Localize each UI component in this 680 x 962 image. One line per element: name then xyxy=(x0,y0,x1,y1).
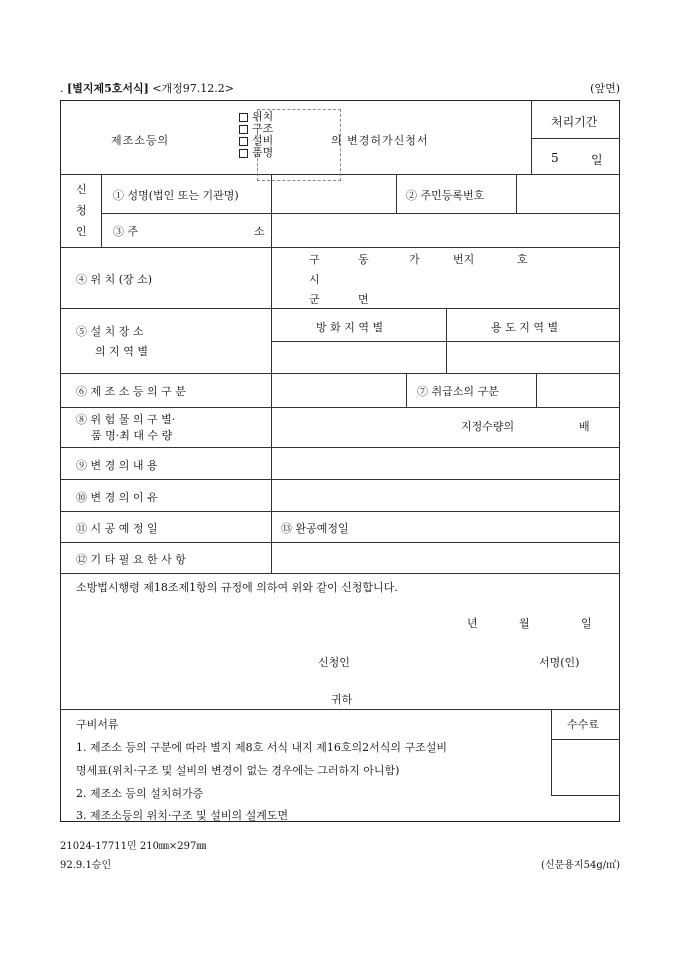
option-equipment[interactable]: 설비 xyxy=(239,135,273,147)
applicant-sign-label: 신청인 xyxy=(318,656,350,669)
checkbox-icon xyxy=(239,125,248,134)
dashed-frame xyxy=(257,109,341,181)
row-hazard-2: 품 명·최 대 수 량 xyxy=(91,429,173,442)
checkbox-icon xyxy=(239,137,248,146)
option-item[interactable]: 품명 xyxy=(239,147,273,159)
option-structure[interactable]: 구조 xyxy=(239,123,273,135)
footer-approval: 92.9.1승인 xyxy=(60,860,112,871)
document-item-2: 2. 제조소 등의 설치허가증 xyxy=(76,787,204,800)
document-item-1a: 1. 제조소 등의 구분에 따라 별지 제8호 서식 내지 제16호의2서식의 구조설비 xyxy=(76,741,447,754)
form-number: [별지제5호서식] xyxy=(67,82,149,95)
address-label-1: ③ 주 xyxy=(113,225,139,238)
row-facility-type: ⑥ 제 조 소 등 의 구 분 xyxy=(76,385,186,398)
location-bunji: 번지 xyxy=(453,253,475,266)
row-hazard-1: ⑧ 위 험 물 의 구 별· xyxy=(76,413,176,426)
row-handling-type: ⑦ 취급소의 구분 xyxy=(417,385,499,398)
install-label-2: 의 지 역 별 xyxy=(95,345,148,358)
footer-code: 21024-17711민 210㎜×297㎜ xyxy=(60,841,207,852)
location-ga: 가 xyxy=(409,253,420,266)
addressee: 귀하 xyxy=(331,693,353,706)
declaration-text: 소방법시행령 제18조제1항의 규정에 의하여 위와 같이 신청합니다. xyxy=(76,581,398,594)
date-day: 일 xyxy=(581,617,592,630)
address-label-2: 소 xyxy=(254,225,265,238)
title-suffix: 의 변경허가신청서 xyxy=(331,134,429,147)
quantity-label: 지정수량의 xyxy=(461,420,515,433)
fee-label: 수수료 xyxy=(567,718,599,731)
checkbox-icon xyxy=(239,113,248,122)
row-change-content: ⑨ 변 경 의 내 용 xyxy=(76,459,158,472)
quantity-unit: 배 xyxy=(579,420,590,433)
documents-title: 구비서류 xyxy=(76,718,119,731)
period-value: 5 xyxy=(551,151,559,165)
checkbox-icon xyxy=(239,149,248,158)
location-myeon: 면 xyxy=(358,293,369,306)
applicant-label-1: 신 xyxy=(76,183,87,196)
signature-label: 서명(인) xyxy=(539,656,580,669)
applicant-label-3: 인 xyxy=(76,225,87,238)
fire-zone-header: 방 화 지 역 별 xyxy=(316,321,384,334)
date-month: 월 xyxy=(519,617,530,630)
location-label: ④ 위 치 (장 소) xyxy=(76,273,153,286)
use-zone-header: 용 도 지 역 별 xyxy=(491,321,559,334)
location-gun: 군 xyxy=(309,293,320,306)
form-prefix: . xyxy=(60,82,64,95)
form-revision: <개정97.12.2> xyxy=(152,82,234,95)
location-dong: 동 xyxy=(358,253,369,266)
install-label-1: ⑤ 설 치 장 소 xyxy=(76,325,144,338)
row-other: ⑫ 기 타 필 요 한 사 항 xyxy=(76,553,186,566)
row-completion-date: ⑬ 완공예정일 xyxy=(281,522,349,535)
application-form xyxy=(60,100,620,822)
row-change-reason: ⑩ 변 경 의 이 유 xyxy=(76,491,158,504)
document-item-3: 3. 제조소등의 위치·구조 및 설비의 설계도면 xyxy=(76,809,289,822)
date-year: 년 xyxy=(467,617,478,630)
applicant-label-2: 청 xyxy=(76,204,87,217)
row-construction-date: ⑪ 시 공 예 정 일 xyxy=(76,522,158,535)
period-unit: 일 xyxy=(591,153,603,167)
option-location[interactable]: 위치 xyxy=(239,111,273,123)
period-label: 처리기간 xyxy=(551,115,598,129)
location-si: 시 xyxy=(309,273,320,286)
name-label: ① 성명(법인 또는 기관명) xyxy=(113,189,239,202)
page-side: (앞면) xyxy=(590,82,620,95)
id-label: ② 주민등록번호 xyxy=(406,189,485,202)
document-item-1b: 명세표(위치·구조 및 설비의 변경이 없는 경우에는 그러하지 아니함) xyxy=(76,764,400,777)
title-prefix: 제조소등의 xyxy=(111,134,170,147)
form-header xyxy=(60,80,234,96)
location-gu: 구 xyxy=(309,253,320,266)
footer-paper: (신문용지54g/㎡) xyxy=(541,860,620,871)
location-ho: 호 xyxy=(517,253,528,266)
